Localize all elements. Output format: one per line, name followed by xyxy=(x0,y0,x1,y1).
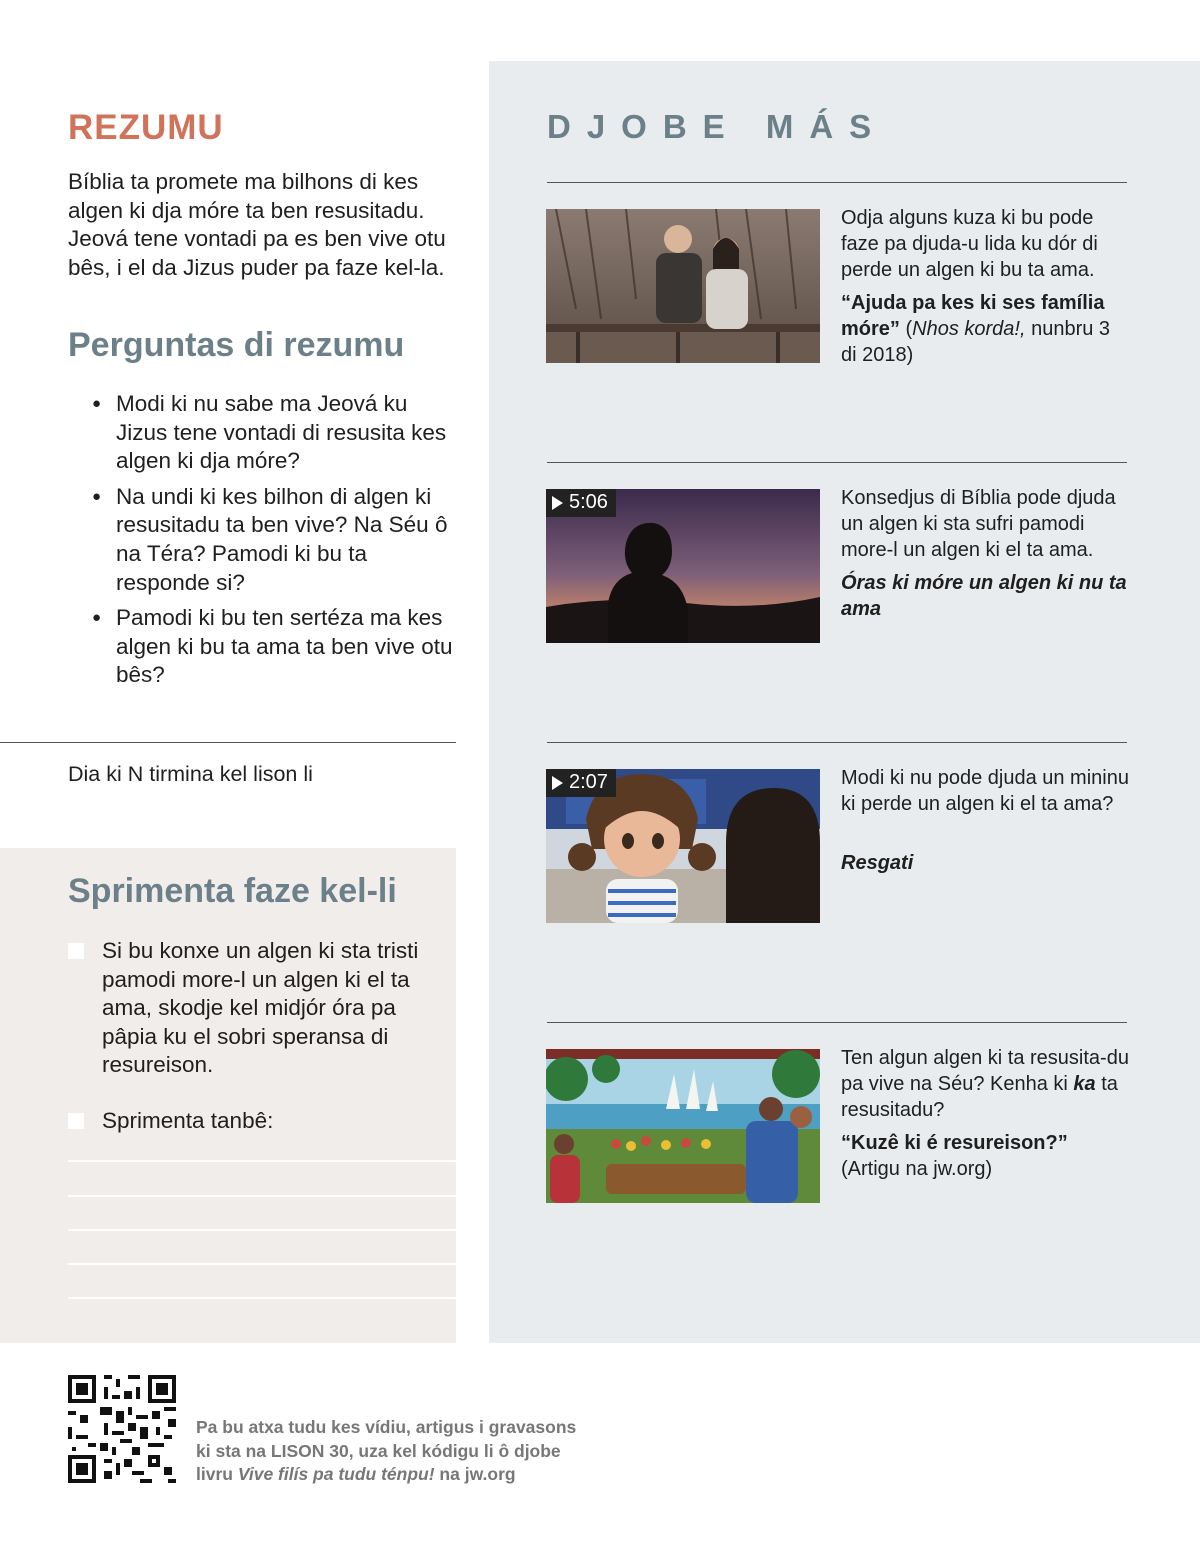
description-emphasis: ka xyxy=(1073,1073,1096,1095)
try-item-text: Sprimenta tanbê: xyxy=(102,1108,274,1133)
video-thumbnail[interactable] xyxy=(546,769,820,923)
couple-photo-thumbnail[interactable] xyxy=(546,209,820,363)
video-duration-badge xyxy=(546,489,616,517)
write-in-line[interactable] xyxy=(68,1160,456,1162)
reference-issue: nunbru 3 di 2018) xyxy=(841,318,1111,366)
question-item: ● Na undi ki kes bilhon di algen ki resusitadu ta ben vive? Na Séu ô na Téra? Pamodi ki bu ta responde si? xyxy=(92,483,457,597)
more-item-description: Modi ki nu pode djuda un mininu ki perde un algen ki el ta ama? xyxy=(841,767,1129,815)
qr-code-icon[interactable] xyxy=(68,1375,176,1483)
qr-code-image xyxy=(68,1375,176,1483)
photo-image xyxy=(546,209,820,363)
reference-title[interactable]: “Kuzê ki é resureison?” xyxy=(841,1132,1068,1154)
divider xyxy=(547,462,1127,463)
video-duration-badge xyxy=(546,769,616,797)
video-duration: 5:06 xyxy=(569,491,608,513)
footer-line: ki sta na LISON 30, uza kel kódigu li ô djobe xyxy=(196,1440,561,1461)
reference-publication: Nhos korda!, xyxy=(912,318,1026,340)
try-title: Sprimenta faze kel-li xyxy=(68,872,397,910)
divider xyxy=(0,742,456,743)
write-in-line[interactable] xyxy=(68,1297,456,1299)
divider xyxy=(547,182,1127,183)
questions-list xyxy=(92,390,457,697)
more-item-reference[interactable] xyxy=(841,290,1131,368)
more-item-description: Odja alguns kuza ki bu pode faze pa djuda-u lida ku dór di perde un algen ki bu ta ama. xyxy=(841,207,1098,281)
video-thumbnail[interactable] xyxy=(546,489,820,643)
reference-title[interactable]: Resgati xyxy=(841,852,914,874)
checkbox[interactable] xyxy=(68,943,84,959)
checkbox[interactable] xyxy=(68,1113,84,1129)
questions-title: Perguntas di rezumu xyxy=(68,326,405,364)
summary-title: REZUMU xyxy=(68,108,224,147)
more-item-reference[interactable] xyxy=(841,1130,1131,1182)
description-part: Ten algun algen ki ta resusita-du pa vive na Séu? Kenha ki xyxy=(841,1047,1129,1095)
video-duration: 2:07 xyxy=(569,771,608,793)
try-section xyxy=(0,848,456,1343)
divider xyxy=(547,1022,1127,1023)
try-item xyxy=(68,1107,438,1136)
reference-title[interactable]: Óras ki móre un algen ki nu ta ama xyxy=(841,572,1127,620)
write-in-line[interactable] xyxy=(68,1263,456,1265)
more-title: DJOBE MÁS xyxy=(547,108,888,145)
reference-title[interactable]: “Ajuda pa kes ki ses família móre” xyxy=(841,292,1105,340)
footer-line: na jw.org xyxy=(434,1464,516,1484)
reference-open: ( xyxy=(899,318,913,340)
divider xyxy=(547,742,1127,743)
more-item-reference[interactable] xyxy=(841,850,1131,876)
play-icon[interactable] xyxy=(552,496,563,510)
more-item-reference[interactable] xyxy=(841,570,1131,622)
description-part: ta resusitadu? xyxy=(841,1073,1118,1121)
footer-note xyxy=(196,1416,616,1487)
paradise-illustration-thumbnail[interactable] xyxy=(546,1049,820,1203)
book-title: Vive filís pa tudu ténpu! xyxy=(237,1464,435,1484)
try-item-text: Si bu konxe un algen ki sta tristi pamodi more-l un algen ki el ta ama, skodje kel midjór óra pa pâpia ku el sobri speransa di resureison. xyxy=(102,938,419,1078)
reference-source: (Artigu na jw.org) xyxy=(841,1158,993,1180)
write-in-line[interactable] xyxy=(68,1229,456,1231)
more-item-description: Konsedjus di Bíblia pode djuda un algen ki sta sufri pamodi more-l un algen ki el ta ama. xyxy=(841,487,1116,561)
write-in-line[interactable] xyxy=(68,1195,456,1197)
footer-line: Pa bu atxa tudu kes vídiu, artigus i gravasons xyxy=(196,1417,577,1437)
more-item-description xyxy=(841,1045,1131,1123)
play-icon[interactable] xyxy=(552,776,563,790)
footer-line: livru xyxy=(196,1464,238,1484)
summary-text: Bíblia ta promete ma bilhons di kes algen ki dja móre ta ben resusitadu. Jeová tene vontadi pa es ben vive otu bês, i el da Jizus puder pa faze kel-la. xyxy=(68,169,446,280)
completion-date-label: Dia ki N tirmina kel lison li xyxy=(68,762,313,786)
illustration-image xyxy=(546,1049,820,1203)
question-item: ● Pamodi ki bu ten sertéza ma kes algen ki bu ta ama ta ben vive otu bês? xyxy=(92,604,457,690)
question-item: ● Modi ki nu sabe ma Jeová ku Jizus tene vontadi di resusita kes algen ki dja móre? xyxy=(92,390,457,476)
try-item xyxy=(68,937,438,1080)
